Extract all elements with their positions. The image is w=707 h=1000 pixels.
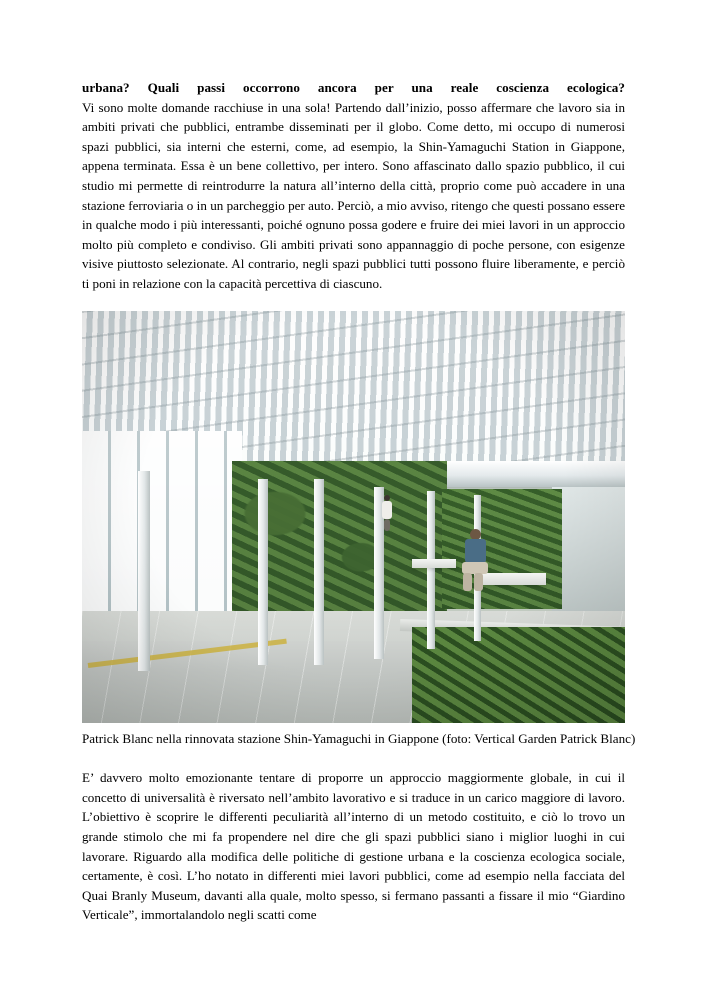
station-photo — [82, 311, 625, 723]
paragraph-body-2: E’ davvero molto emozionante tentare di proporre un approccio maggiormente globale, in cui il concetto di universalità è riversato nell’ambito lavorativo e si traduce in un carico maggiore di lavoro. L’obiettivo è scoprire le differenti peculiarità all’interno di un metodo costituito, e ciò lo trovo un grande stimolo che mi fa propendere nel dire che gli spazi pubblici siano i miglior luoghi in cui lavorare. Riguardo alla modifica delle politiche di gestione urbana e la coscienza ecologica sociale, certamente, è così. L’ho notato in differenti miei lavori pubblici, come ad esempio nella facciata del Quai Branly Museum, davanti alla quale, molto spesso, si fermano passanti a fissare il mio “Giardino Verticale”, immortalandolo negli scatti come — [82, 770, 625, 923]
figure — [82, 311, 636, 749]
photo-vignette — [82, 311, 625, 723]
figure-caption: Patrick Blanc nella rinnovata stazione Shin-Yamaguchi in Giappone (foto: Vertical Garden Patrick Blanc) — [82, 730, 636, 746]
paragraph-body-1: Vi sono molte domande racchiuse in una sola! Partendo dall’inizio, posso affermare che lavoro sia in ambiti privati che pubblici, entrambe disseminati per il globo. Come detto, mi occupo di numerosi spazi pubblici, sia interni che esterni, come, ad esempio, la Shin-Yamaguchi Station in Giappone, appena terminata. Essa è un bene collettivo, per intero. Sono affascinato dallo spazio pubblico, il cui studio mi permette di reintrodurre la natura all’interno della città, proprio come può accadere in una stazione ferroviaria o in un parcheggio per auto. Perciò, a mio avviso, ritengo che questi possano essere in qualche modo i più interessanti, poiché ognuno possa godere e fruire dei miei lavori in un approccio molto più completo e condiviso. Gli ambiti privati sono appannaggio di poche persone, con esigenze visive piuttosto selezionate. Al contrario, negli spazi pubblici tutti possono fluire liberamente, e perciò ti poni in relazione con la capacità percettiva di ciascuno. — [82, 99, 625, 291]
paragraph-lead-bold: urbana? Quali passi occorrono ancora per una reale coscienza ecologica? — [82, 80, 625, 95]
